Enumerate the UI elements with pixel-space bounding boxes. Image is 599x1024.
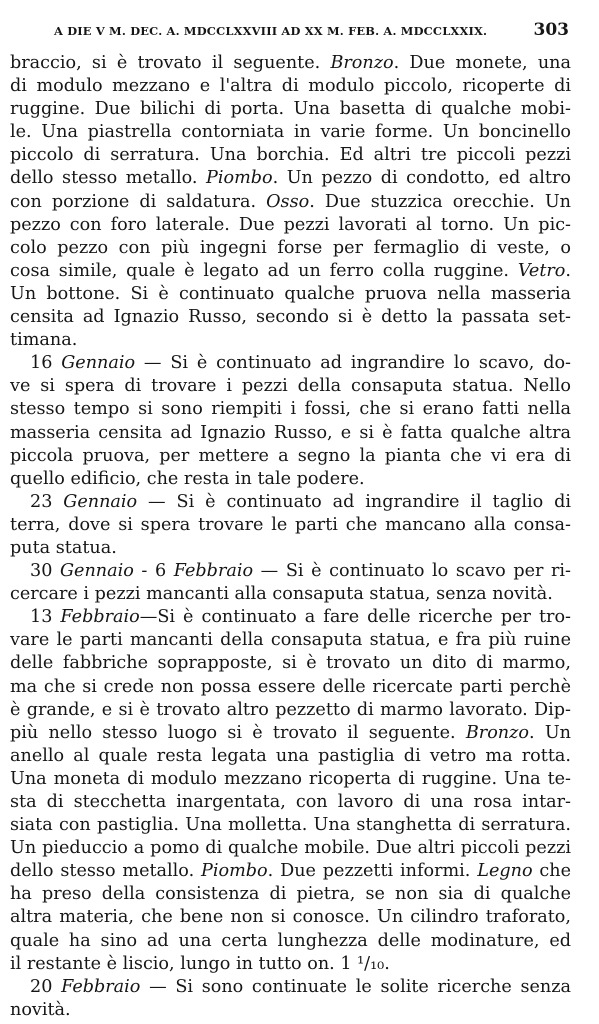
text-line [10, 629, 571, 652]
text-segment: ruggine. Due bilichi di porta. Una basetta di qualche mobi- [10, 99, 571, 120]
text-line [10, 52, 571, 75]
text-segment: 30 [30, 561, 60, 582]
text-line [10, 652, 571, 675]
text-line [10, 491, 571, 514]
text-line [10, 167, 571, 190]
text-line [10, 699, 571, 722]
text-line [10, 75, 571, 98]
text-segment: ha preso della consistenza di pietra, se non sia di qualche [10, 884, 571, 905]
text-segment: censita ad Ignazio Russo, secondo si è detto la passata set- [10, 307, 571, 328]
text-segment: — Si è continuato ad ingrandire lo scavo, do- [135, 353, 571, 374]
running-header [10, 20, 571, 46]
text-segment: terra, dove si spera trovare le parti che mancano alla consa- [10, 514, 571, 535]
text-line [10, 768, 571, 791]
text-segment: piccola pruova, per mettere a segno la pianta che vi era di [10, 445, 571, 466]
italic-term: Osso [266, 191, 310, 212]
text-line [10, 906, 571, 929]
text-segment: Un pieduccio a pomo di qualche mobile. Due altri piccoli pezzi [10, 838, 571, 859]
text-segment: 23 [30, 491, 64, 512]
text-line [10, 883, 571, 906]
text-segment: . Due monete, una [393, 53, 572, 73]
text-line [10, 191, 571, 214]
text-line [10, 860, 571, 883]
text-line [10, 352, 571, 375]
italic-term: Piombo [201, 861, 268, 882]
text-segment: che [532, 861, 571, 882]
text-segment: masseria censita ad Ignazio Russo, e si è fatta qualche altra [10, 422, 571, 443]
text-segment: . Due pezzetti informi. [267, 861, 478, 882]
text-line [10, 306, 571, 329]
text-line [10, 514, 571, 537]
text-segment: 13 [30, 607, 61, 628]
text-line [10, 121, 571, 144]
italic-term: Gennaio [59, 561, 134, 582]
text-line [10, 98, 571, 121]
text-segment: cosa simile, quale è legato ad un ferro colla ruggine. [10, 260, 518, 281]
text-segment: ma che si crede non possa essere delle ricercate parti perchè [10, 676, 571, 697]
text-segment: ve si spera di trovare i pezzi della consaputa statua. Nello [10, 376, 571, 397]
text-line [10, 953, 571, 976]
italic-term: Febbraio [60, 607, 140, 628]
text-segment: altra materia, che bene non si conosce. Un cilindro traforato, [10, 907, 571, 928]
text-segment: siata con pastiglia. Una molletta. Una stanghetta di serratura. [10, 815, 571, 836]
text-segment: le. Una piastrella contorniata in varie forme. Un boncinello [10, 122, 571, 143]
text-line [10, 976, 571, 999]
italic-term: Legno [477, 861, 533, 882]
text-line [10, 999, 571, 1022]
text-line [10, 606, 571, 629]
text-segment: Un bottone. Si è continuato qualche pruova nella masseria [10, 283, 571, 304]
text-segment: . [565, 260, 571, 281]
text-line [10, 537, 571, 560]
italic-term: Vetro [517, 260, 566, 281]
text-segment: dello stesso metallo. [10, 168, 207, 189]
text-line [10, 283, 571, 306]
text-segment: più nello stesso luogo si è trovato il seguente. [10, 722, 466, 743]
text-segment: anello al quale resta legata una pastiglia di vetro ma rotta. [10, 745, 571, 766]
text-segment: è grande, e si è trovato altro pezzetto di marmo lavorato. Dip- [10, 699, 571, 720]
text-line [10, 375, 571, 398]
italic-term: Piombo [206, 168, 273, 189]
text-segment: — Si è continuato ad ingrandire il taglio di [137, 491, 571, 512]
text-line [10, 214, 571, 237]
text-line [10, 583, 571, 606]
text-segment: - 6 [133, 561, 174, 582]
text-line [10, 329, 571, 352]
text-segment: . Un [529, 722, 571, 743]
text-line [10, 468, 571, 491]
text-segment: vare le parti mancanti della consaputa statua, e fra più ruine [10, 630, 571, 651]
text-segment: — Si sono continuate le solite ricerche senza [140, 976, 572, 997]
text-line [10, 445, 571, 468]
text-segment: puta statua. [10, 537, 117, 558]
text-segment: di modulo mezzano e l'altra di modulo piccolo, ricoperte di [10, 76, 571, 97]
text-line [10, 398, 571, 421]
running-title: A DIE V M. DEC. A. MDCCLXXVIII AD XX M. FEB. A. MDCCLXXIX. [54, 24, 488, 38]
text-segment: Una moneta di modulo mezzano ricoperta di ruggine. Una te- [10, 768, 571, 789]
text-segment: stesso tempo si sono riempiti i fossi, che si erano fatti nella [10, 399, 571, 420]
text-segment: — Si è continuato lo scavo per ri- [253, 561, 572, 582]
body-text [10, 52, 571, 1022]
text-line [10, 422, 571, 445]
italic-term: Gennaio [63, 491, 138, 512]
text-line [10, 144, 571, 167]
text-segment: sta di stecchetta inargentata, con lavoro di una rosa intar- [10, 792, 571, 812]
text-segment: . Un pezzo di condotto, ed altro [272, 168, 571, 189]
text-segment: colo pezzo con più ingegni forse per fermaglio di veste, o [10, 237, 571, 258]
text-line [10, 260, 571, 283]
text-segment: . Due stuzzica orecchie. Un [309, 191, 571, 212]
text-segment: 16 [30, 353, 62, 374]
text-line [10, 237, 571, 260]
text-line [10, 676, 571, 699]
text-segment: il restante è liscio, lungo in tutto on. 1 ¹/₁₀. [10, 953, 390, 974]
text-segment: piccolo di serratura. Una borchia. Ed altri tre piccoli pezzi [10, 145, 571, 166]
text-line [10, 814, 571, 837]
italic-term: Bronzo [465, 722, 529, 743]
italic-term: Febbraio [61, 976, 141, 997]
page-number: 303 [533, 20, 569, 40]
text-line [10, 560, 571, 583]
text-line [10, 722, 571, 745]
text-segment: con porzione di saldatura. [10, 191, 267, 212]
text-segment: novità. [10, 999, 71, 1020]
text-line [10, 930, 571, 953]
text-line [10, 837, 571, 860]
text-segment: braccio, si è trovato il seguente. [10, 53, 331, 73]
text-segment: cercare i pezzi mancanti alla consaputa statua, senza novità. [10, 584, 553, 605]
text-segment: 20 [30, 976, 62, 997]
italic-term: Bronzo [330, 53, 394, 73]
text-segment: —Si è continuato a fare delle ricerche per tro- [139, 607, 571, 628]
text-segment: quello edificio, che resta in tale podere. [10, 468, 365, 489]
text-segment: delle fabbriche soprapposte, si è trovato un dito di marmo, [10, 653, 571, 674]
text-line [10, 791, 571, 814]
text-segment: pezzo con foro laterale. Due pezzi lavorati al torno. Un pic- [10, 214, 571, 235]
text-line [10, 745, 571, 768]
italic-term: Gennaio [61, 353, 136, 374]
text-segment: quale ha sino ad una certa lunghezza delle modinature, ed [10, 930, 571, 951]
text-segment: dello stesso metallo. [10, 861, 202, 882]
text-segment: timana. [10, 330, 78, 351]
italic-term: Febbraio [173, 561, 254, 582]
